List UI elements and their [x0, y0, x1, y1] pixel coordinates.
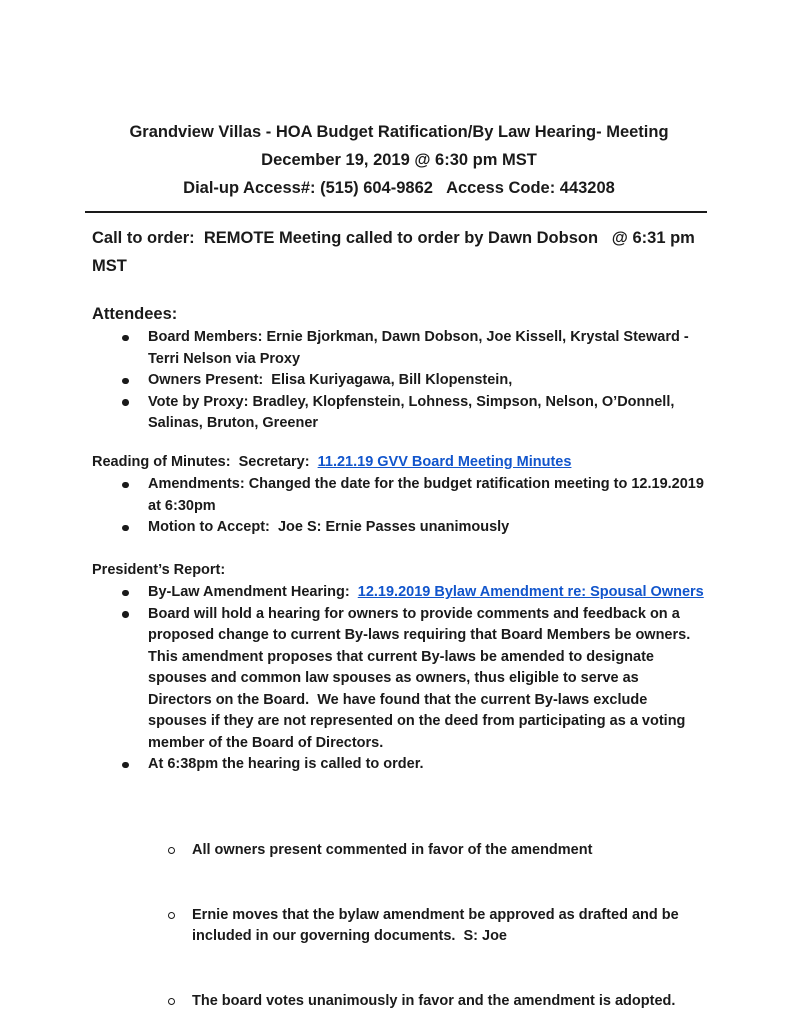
attendees-item-board-members: Board Members: Ernie Bjorkman, Dawn Dobson, Joe Kissell, Krystal Steward - Terri Nelson via Proxy	[148, 327, 706, 370]
divider-line	[85, 211, 707, 213]
title-line-3: Dial-up Access#: (515) 604-9862 Access Code: 443208	[183, 179, 615, 197]
reading-of-minutes-list	[92, 474, 706, 539]
attendees-heading: Attendees:	[92, 305, 178, 323]
minutes-item-motion-to-accept: Motion to Accept: Joe S: Ernie Passes unanimously	[148, 517, 706, 539]
bylaw-hearing-label: By-Law Amendment Hearing:	[148, 584, 358, 600]
attendees-list	[92, 327, 706, 435]
call-to-order-heading: Call to order: REMOTE Meeting called to order by Dawn Dobson @ 6:31 pm MST	[92, 229, 700, 275]
outcome-item-vote-result: The board votes unanimously in favor and the amendment is adopted.	[192, 991, 706, 1013]
bylaw-amendment-link[interactable]: 12.19.2019 Bylaw Amendment re: Spousal Owners	[357, 584, 704, 600]
report-item-hearing-called	[148, 754, 706, 1024]
attendees-item-vote-by-proxy: Vote by Proxy: Bradley, Klopfenstein, Lohness, Simpson, Nelson, O’Donnell, Salinas, Bruton, Greener	[148, 392, 706, 435]
presidents-report-list	[92, 582, 706, 1024]
reading-of-minutes-label: Reading of Minutes: Secretary:	[92, 453, 318, 470]
title-line-2: December 19, 2019 @ 6:30 pm MST	[261, 151, 537, 169]
presidents-report-heading: President’s Report:	[92, 561, 226, 578]
hearing-called-text: At 6:38pm the hearing is called to order.	[148, 756, 424, 772]
hearing-outcomes-list	[148, 797, 706, 1024]
outcome-item-owner-comments: All owners present commented in favor of the amendment	[192, 840, 706, 862]
document-title-block	[92, 118, 706, 202]
outcome-item-motion: Ernie moves that the bylaw amendment be approved as drafted and be included in our governing documents. S: Joe	[192, 905, 706, 948]
minutes-item-amendments: Amendments: Changed the date for the budget ratification meeting to 12.19.2019 at 6:30pm	[148, 474, 706, 517]
report-item-hearing-description: Board will hold a hearing for owners to provide comments and feedback on a proposed change to current By-laws requiring that Board Members be owners. This amendment proposes that current By-laws be amended to designate spouses and common law spouses as owners, thus eligible to serve as Directors on the Board. We have found that the current By-laws exclude spouses if they are not represented on the deed from participating as a voting member of the Board of Directors.	[148, 604, 706, 755]
report-item-bylaw-hearing	[148, 582, 706, 604]
board-meeting-minutes-link[interactable]: 11.21.19 GVV Board Meeting Minutes	[317, 453, 572, 470]
title-line-1: Grandview Villas - HOA Budget Ratification/By Law Hearing- Meeting	[129, 123, 669, 141]
attendees-item-owners-present: Owners Present: Elisa Kuriyagawa, Bill Klopenstein,	[148, 370, 706, 392]
reading-of-minutes-heading	[92, 452, 706, 474]
